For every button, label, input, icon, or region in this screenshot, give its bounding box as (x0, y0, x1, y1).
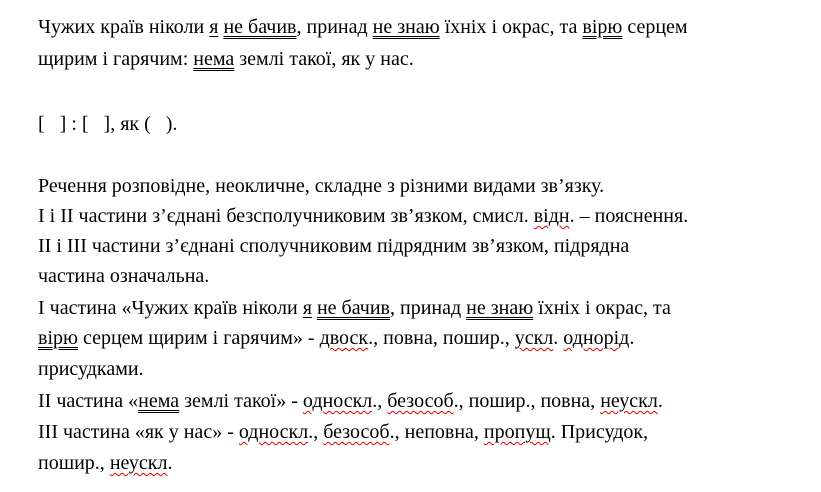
text-run: землі такої» - (179, 390, 303, 412)
sentence-scheme: [ ] : [ ], як ( ). (38, 113, 178, 135)
predicate-word: не бачив (223, 16, 297, 38)
spellcheck-word: неускл (600, 390, 658, 412)
spellcheck-word: пропущ (483, 421, 551, 443)
spellcheck-word: ускл (514, 327, 554, 349)
analysis-line-5 (38, 295, 671, 321)
text-run: землі такої, як у нас. (234, 48, 414, 70)
analysis-line-4: частина означальна. (38, 265, 210, 287)
text-run: . (553, 327, 564, 349)
text-run: пошир., (38, 452, 110, 474)
spellcheck-word: однорід (563, 327, 630, 349)
text-run: І частина «Чужих країв ніколи (38, 297, 303, 319)
text-run: . – пояснення. (569, 205, 689, 227)
text-run: серцем (622, 16, 688, 38)
sentence-line-1 (38, 14, 688, 40)
predicate-word: вірю (38, 327, 78, 349)
text-run: ., повна, пошир., (368, 327, 515, 349)
analysis-line-6 (38, 325, 634, 351)
analysis-line-3: ІІ і ІІІ частини з’єднані сполучниковим підрядним зв’язком, підрядна (38, 235, 630, 257)
spellcheck-word: односкл (302, 390, 373, 412)
predicate-word: не бачив (316, 297, 390, 319)
predicate-word: нема (138, 390, 180, 412)
analysis-line-10 (38, 450, 172, 476)
subject-word: я (209, 16, 219, 38)
sentence-line-2 (38, 46, 414, 72)
text-run: ., пошир., повна, (453, 390, 601, 412)
text-run: І і ІІ частини з’єднані безсполучниковим зв’язком, смисл. (38, 205, 534, 227)
analysis-line-1: Речення розповідне, неокличне, складне з різними видами зв’язку. (38, 175, 605, 197)
text-run: ., (308, 421, 324, 443)
text-run: ., неповна, (389, 421, 484, 443)
analysis-line-8 (38, 388, 663, 414)
text-run: ., (372, 390, 388, 412)
text-run: серцем щирим і гарячим» - (77, 327, 320, 349)
spellcheck-word: двоск (319, 327, 369, 349)
text-run: , принад (389, 297, 467, 319)
text-run: щирим і гарячим: (38, 48, 194, 70)
predicate-word: нема (193, 48, 235, 70)
spellcheck-word: відн (533, 205, 570, 227)
text-run: , принад (296, 16, 373, 38)
predicate-word: вірю (582, 16, 623, 38)
spellcheck-word: безособ (323, 421, 390, 443)
spellcheck-word: односкл (238, 421, 309, 443)
subject-word: я (302, 297, 312, 319)
text-run: ІІ частина « (38, 390, 139, 412)
spellcheck-word: безособ (387, 390, 454, 412)
text-run: . (629, 327, 635, 349)
text-run: ІІІ частина «як у нас» - (38, 421, 239, 443)
text-run: . Присудок, (550, 421, 649, 443)
text-run: їхніх і окрас, та (439, 16, 578, 38)
analysis-line-7: присудками. (38, 358, 144, 380)
spellcheck-word: неускл (109, 452, 168, 474)
predicate-word: не знаю (372, 16, 440, 38)
predicate-word: не знаю (466, 297, 534, 319)
text-run: їхніх і окрас, та (533, 297, 671, 319)
analysis-line-2 (38, 203, 688, 229)
analysis-line-9 (38, 419, 648, 445)
text-run: . (167, 452, 173, 474)
text-run: . (657, 390, 663, 412)
text-run: Чужих країв ніколи (38, 16, 210, 38)
